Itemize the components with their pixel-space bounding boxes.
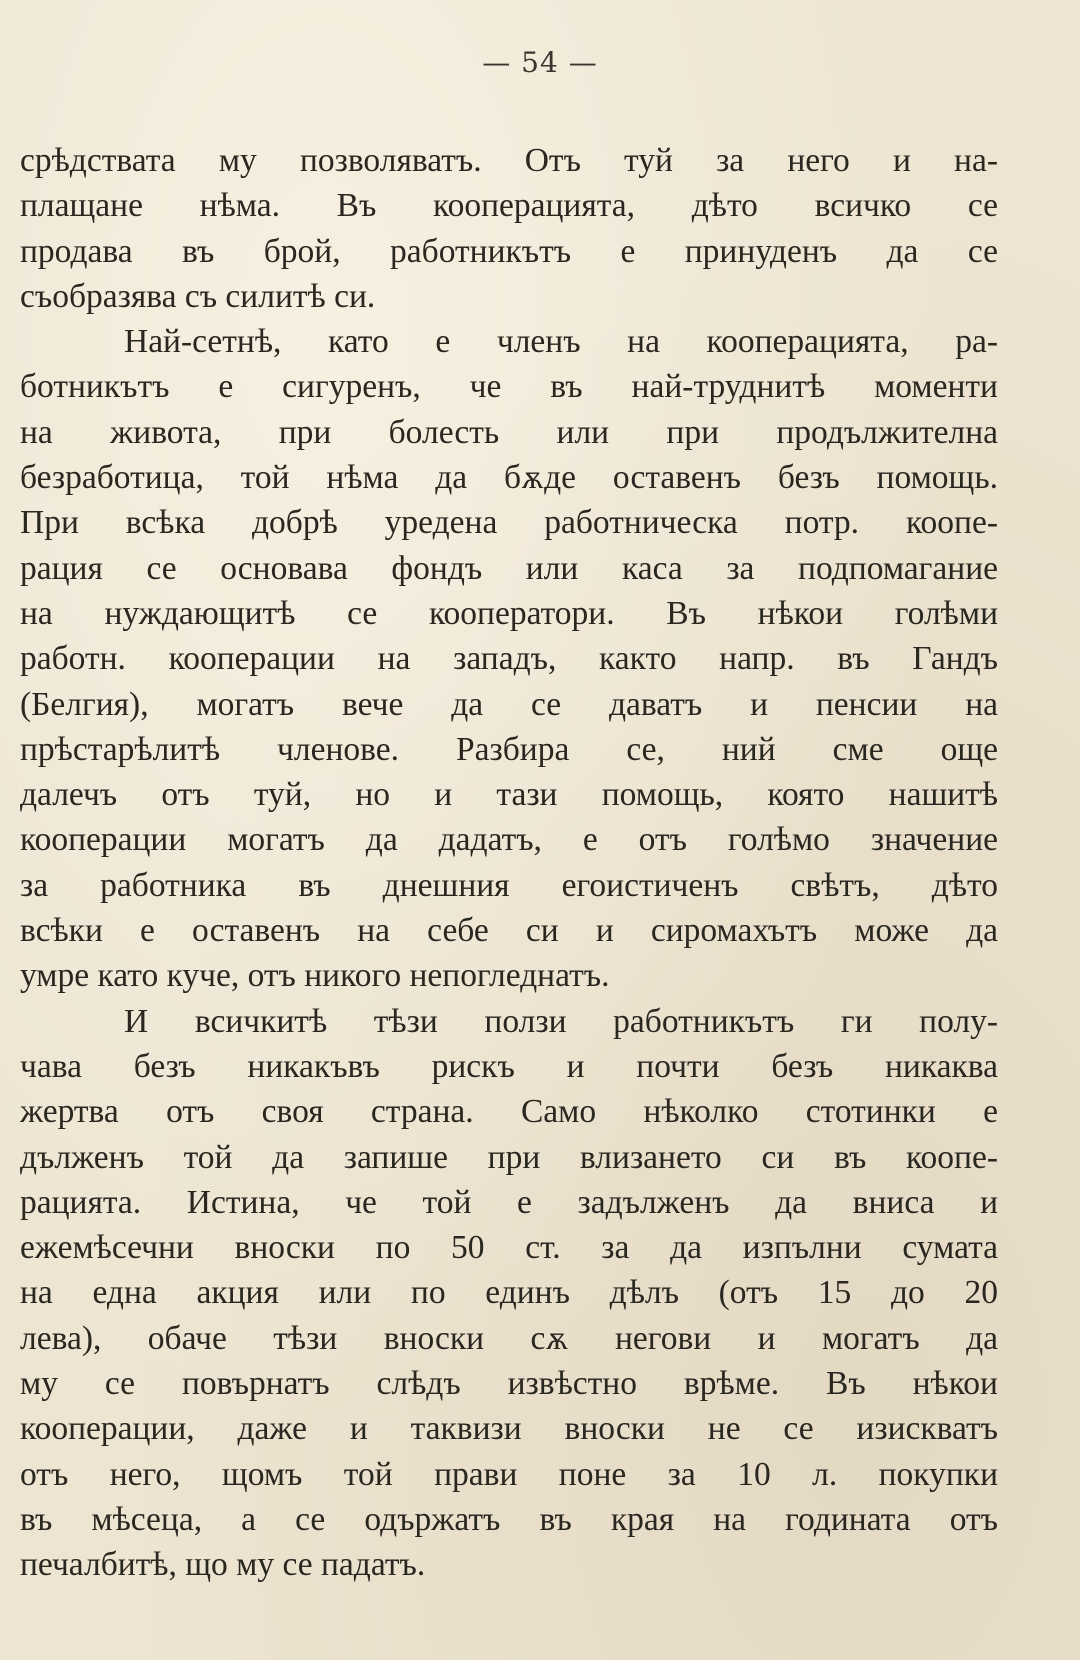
text-line: съобразява съ силитѣ си. xyxy=(20,277,376,315)
text-line: кооперации, даже и таквизи вноски не се изискватъ xyxy=(20,1410,998,1448)
text-line: продава въ брой, работникътъ е принуденъ да се xyxy=(20,232,998,270)
text-line: ежемѣсечни вноски по 50 ст. за да изпълни сумата xyxy=(20,1229,998,1267)
text-line: кооперации могатъ да дадатъ, е отъ голѣмо значение xyxy=(20,821,998,859)
text-line: прѣстарѣлитѣ членове. Разбира се, ний сме още xyxy=(20,730,998,768)
text-line: безработица, той нѣма да бѫде оставенъ безъ помощь. xyxy=(20,459,998,497)
text-line: работн. кооперации на западъ, както напр. въ Гандъ xyxy=(20,640,998,678)
text-line: плащане нѣма. Въ кооперацията, дѣто всичко се xyxy=(20,187,998,225)
text-line: на нуждающитѣ се кооператори. Въ нѣкои голѣми xyxy=(20,594,998,632)
text-line: чава безъ никакъвъ рискъ и почти безъ никаква xyxy=(20,1047,998,1085)
body-text xyxy=(20,138,998,1588)
text-line: умре като куче, отъ никого непогледнатъ. xyxy=(20,957,610,995)
text-line: на една акция или по единъ дѣлъ (отъ 15 до 20 xyxy=(20,1274,998,1312)
text-line: на живота, при болесть или при продължителна xyxy=(20,413,998,451)
text-line: ботникътъ е сигуренъ, че въ най-труднитѣ моменти xyxy=(20,368,998,406)
page-number: — 54 — xyxy=(482,46,598,79)
text-line: дълженъ той да запише при влизането си въ коопе- xyxy=(20,1138,998,1176)
text-line: отъ него, щомъ той прави поне за 10 л. покупки xyxy=(20,1455,998,1493)
text-line: за работника въ днешния егоистиченъ свѣтъ, дѣто xyxy=(20,866,998,904)
text-line: И всичкитѣ тѣзи ползи работникътъ ги полу- xyxy=(124,1002,998,1040)
text-line: рацията. Истина, че той е задълженъ да вниса и xyxy=(20,1183,998,1221)
text-line: всѣки е оставенъ на себе си и сиромахътъ може да xyxy=(20,912,998,950)
text-line: При всѣка добрѣ уредена работническа потр. коопе- xyxy=(20,504,998,542)
text-line: Най-сетнѣ, като е членъ на кооперацията, ра- xyxy=(124,323,998,361)
text-line: му се повърнатъ слѣдъ извѣстно врѣме. Въ нѣкои xyxy=(20,1365,998,1403)
text-line: печалбитѣ, що му се падатъ. xyxy=(20,1546,426,1584)
text-line: (Белгия), могатъ вече да се даватъ и пенсии на xyxy=(20,685,998,723)
text-line: жертва отъ своя страна. Само нѣколко стотинки е xyxy=(20,1093,998,1131)
text-line: лева), обаче тѣзи вноски сѫ негови и могатъ да xyxy=(20,1319,998,1357)
text-line: далечъ отъ туй, но и тази помощь, която нашитѣ xyxy=(20,776,998,814)
text-line: рация се основава фондъ или каса за подпомагание xyxy=(20,549,998,587)
text-line: въ мѣсеца, а се одържатъ въ края на годината отъ xyxy=(20,1500,998,1538)
text-line: срѣдствата му позволяватъ. Отъ туй за него и на- xyxy=(20,142,998,179)
